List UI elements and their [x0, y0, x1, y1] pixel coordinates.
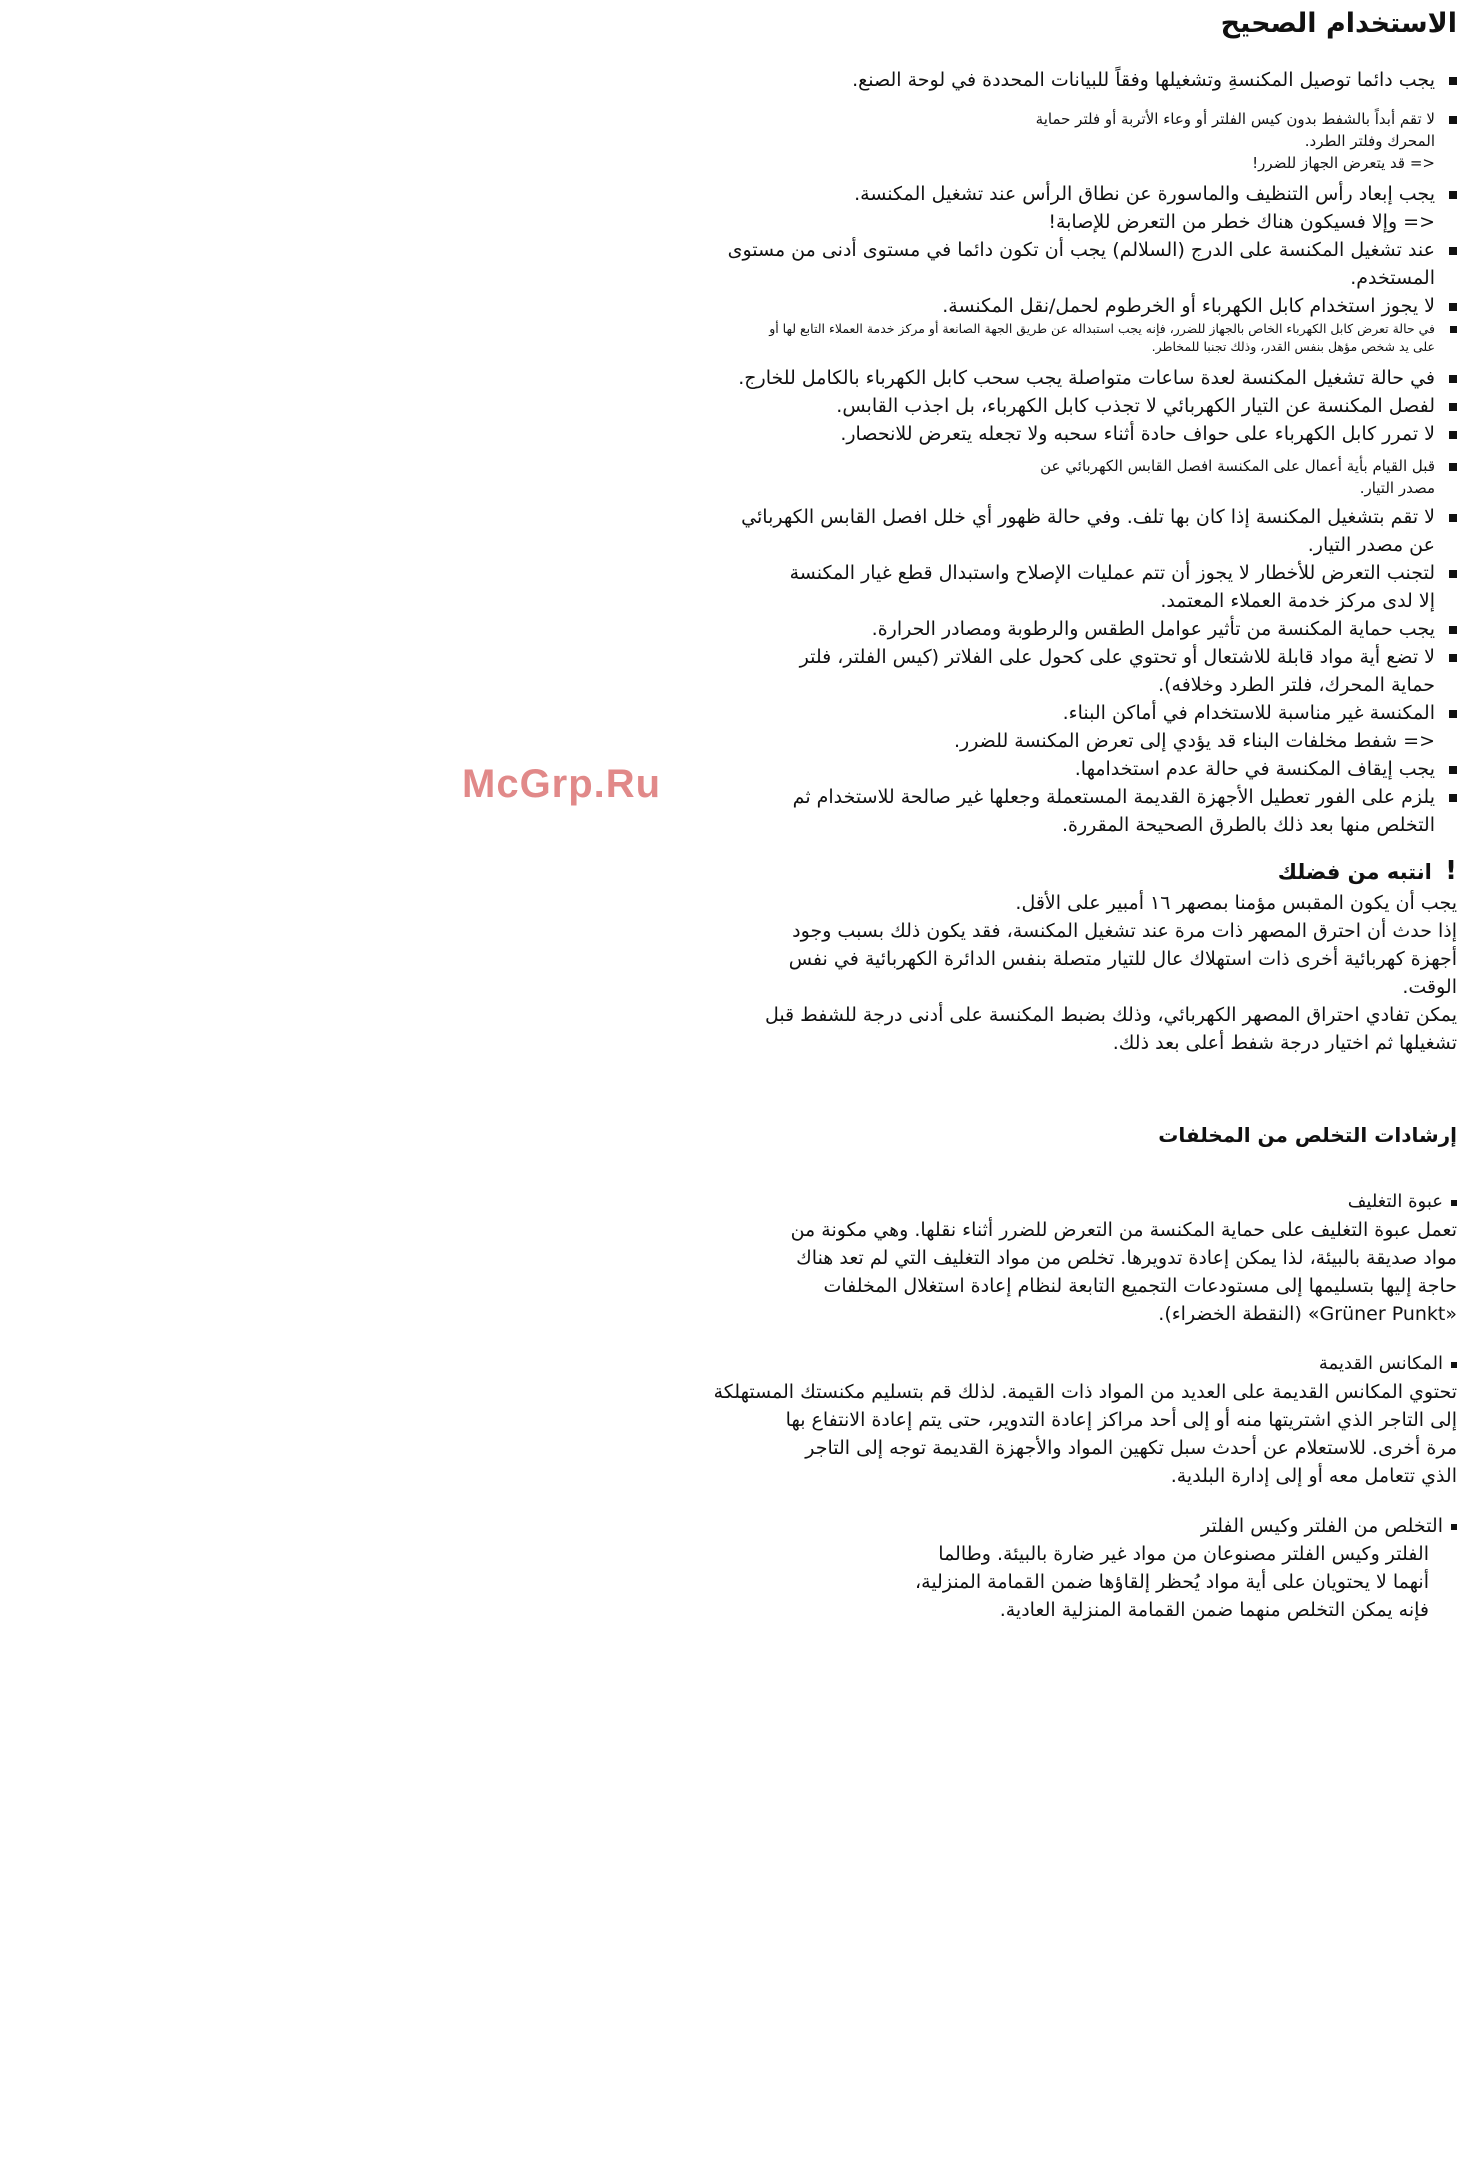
bullet-icon [1449, 463, 1457, 471]
bullet-icon [1449, 303, 1457, 311]
bullet-icon [1449, 710, 1457, 718]
attention-heading: ! انتبه من فضلك [1277, 856, 1457, 886]
bullet-icon [1449, 626, 1457, 634]
filter-title: التخلص من الفلتر وكيس الفلتر [1201, 1515, 1443, 1537]
bullet-icon [1449, 403, 1457, 411]
list-item: لا يجوز استخدام كابل الكهرباء أو الخرطوم لحمل/نقل المكنسة. [852, 292, 1457, 320]
bullet-icon [1449, 570, 1457, 578]
exclamation-icon: ! [1445, 856, 1457, 886]
bullet-icon [1449, 191, 1457, 199]
attention-section [764, 856, 1457, 1057]
bullet-icon [1449, 654, 1457, 662]
list-item: لفصل المكنسة عن التيار الكهربائي لا تجذب كابل الكهرباء، بل اجذب القابس. [852, 392, 1457, 420]
bullet-icon [1449, 431, 1457, 439]
packaging-body: تعمل عبوة التغليف على حماية المكنسة من التعرض للضرر أثناء نقلها. وهي مكونة من مواد صديقة بالبيئة، لذا يمكن إعادة تدويرها. تخلص من مواد التغليف التي لم تعد هناك حاجة إليها بتسليمها إلى مستودعات التجميع التابعة لنظام إعادة استغلال المخلفات «Grüner Punkt» (النقطة الخضراء). [790, 1219, 1457, 1325]
disposal-old-appliances [852, 1350, 1457, 1378]
disposal-heading: إرشادات التخلص من المخلفات [1158, 1123, 1457, 1147]
list-item: لتجنب التعرض للأخطار لا يجوز أن تتم عمليات الإصلاح واستبدال قطع غيار المكنسة إلا لدى مركز خدمة العملاء المعتمد. [852, 559, 1457, 615]
bullet-icon [1449, 77, 1457, 85]
disposal-section [713, 1120, 1457, 1624]
list-item: يجب حماية المكنسة من تأثير عوامل الطقس والرطوبة ومصادر الحرارة. [852, 615, 1457, 643]
bullet-icon [1449, 766, 1457, 774]
bullet-icon [1450, 326, 1457, 333]
list-item: المكنسة غير مناسبة للاستخدام في أماكن البناء. <= شفط مخلفات البناء قد يؤدي إلى تعرض المكنسة للضرر. [852, 699, 1457, 755]
list-item: يجب إيقاف المكنسة في حالة عدم استخدامها. [852, 755, 1457, 783]
bullet-icon [1451, 1362, 1457, 1368]
bullet-icon [1449, 375, 1457, 383]
watermark: McGrp.Ru [462, 762, 662, 806]
list-item: لا تمرر كابل الكهرباء على حواف حادة أثناء سحبه ولا تجعله يتعرض للانحصار. [852, 420, 1457, 448]
bullet-icon [1449, 794, 1457, 802]
packaging-title: عبوة التغليف [1347, 1191, 1443, 1212]
bullet-icon [1451, 1200, 1457, 1206]
list-item: في حالة تعرض كابل الكهرباء الخاص بالجهاز للضرر، فإنه يجب استبداله عن طريق الجهة الصانعة أو مركز خدمة العملاء التابع لها أو على يد شخص مؤهل بنفس القدر، وذلك تجنبا للمخاطر. [852, 320, 1457, 356]
list-item: يجب دائما توصيل المكنسةِ وتشغيلها وفقاً للبيانات المحددة في لوحة الصنع. [852, 66, 1457, 94]
attention-body: يجب أن يكون المقبس مؤمنا بمصهر ١٦ أمبير على الأقل. إذا حدث أن احترق المصهر ذات مرة عند تشغيل المكنسة، فقد يكون ذلك بسبب وجود أجهزة كهربائية أخرى ذات استهلاك عال للتيار متصلة بنفس الدائرة الكهربائية في نفس الوقت. يمكن تفادي احتراق المصهر الكهربائي، وذلك بضبط المكنسة على أدنى درجة للشفط قبل تشغيلها ثم اختيار درجة شفط أعلى بعد ذلك. [764, 892, 1457, 1054]
list-item: في حالة تشغيل المكنسة لعدة ساعات متواصلة يجب سحب كابل الكهرباء بالكامل للخارج. [852, 364, 1457, 392]
bullet-icon [1449, 514, 1457, 522]
list-item: قبل القيام بأية أعمال على المكنسة افصل القابس الكهربائي عن مصدر التيار. [852, 455, 1457, 499]
list-item: عند تشغيل المكنسة على الدرج (السلالم) يجب أن تكون دائما في مستوى أدنى من مستوى المستخدم. [852, 236, 1457, 292]
old-appliances-body: تحتوي المكانس القديمة على العديد من المواد ذات القيمة. لذلك قم بتسليم مكنستك المستهلكة إلى التاجر الذي اشتريتها منه أو إلى أحد مراكز إعادة التدوير، حتى يتم إعادة الانتفاع بها مرة أخرى. للاستعلام عن أحدث سبل تكهين المواد والأجهزة القديمة توجه إلى التاجر الذي تتعامل معه أو إلى إدارة البلدية. [713, 1381, 1457, 1487]
old-appliances-title: المكانس القديمة [1318, 1353, 1443, 1374]
bullet-icon [1449, 247, 1457, 255]
list-item: لا تضع أية مواد قابلة للاشتعال أو تحتوي على كحول على الفلاتر (كيس الفلتر، فلتر حماية المحرك، فلتر الطرد وخلافه). [852, 643, 1457, 699]
safety-list [741, 455, 1457, 839]
list-item: لا تقم أبداً بالشفط بدون كيس الفلتر أو وعاء الأتربة أو فلتر حماية المحرك وفلتر الطرد. <= قد يتعرض الجهاز للضرر! [852, 108, 1457, 174]
list-item: لا تقم بتشغيل المكنسة إذا كان بها تلف. وفي حالة ظهور أي خلل افصل القابس الكهربائي عن مصدر التيار. [852, 503, 1457, 559]
page-title: الاستخدام الصحيح [1220, 8, 1457, 39]
disposal-packaging [852, 1188, 1457, 1216]
list-item: يجب إبعاد رأس التنظيف والماسورة عن نطاق الرأس عند تشغيل المكنسة. <= وإلا فسيكون هناك خطر من التعرض للإصابة! [852, 180, 1457, 236]
filter-body: الفلتر وكيس الفلتر مصنوعان من مواد غير ضارة بالبيئة. وطالما أنهما لا يحتويان على أية مواد يُحظر إلقاؤها ضمن القمامة المنزلية، فإنه يمكن التخلص منهما ضمن القمامة المنزلية العادية. [915, 1543, 1429, 1621]
usage-list [727, 66, 1457, 448]
bullet-icon [1449, 116, 1457, 124]
list-item: يلزم على الفور تعطيل الأجهزة القديمة المستعملة وجعلها غير صالحة للاستخدام ثم التخلص منها بعد ذلك بالطرق الصحيحة المقررة. [852, 783, 1457, 839]
bullet-icon [1451, 1524, 1457, 1530]
disposal-filter [852, 1512, 1457, 1540]
